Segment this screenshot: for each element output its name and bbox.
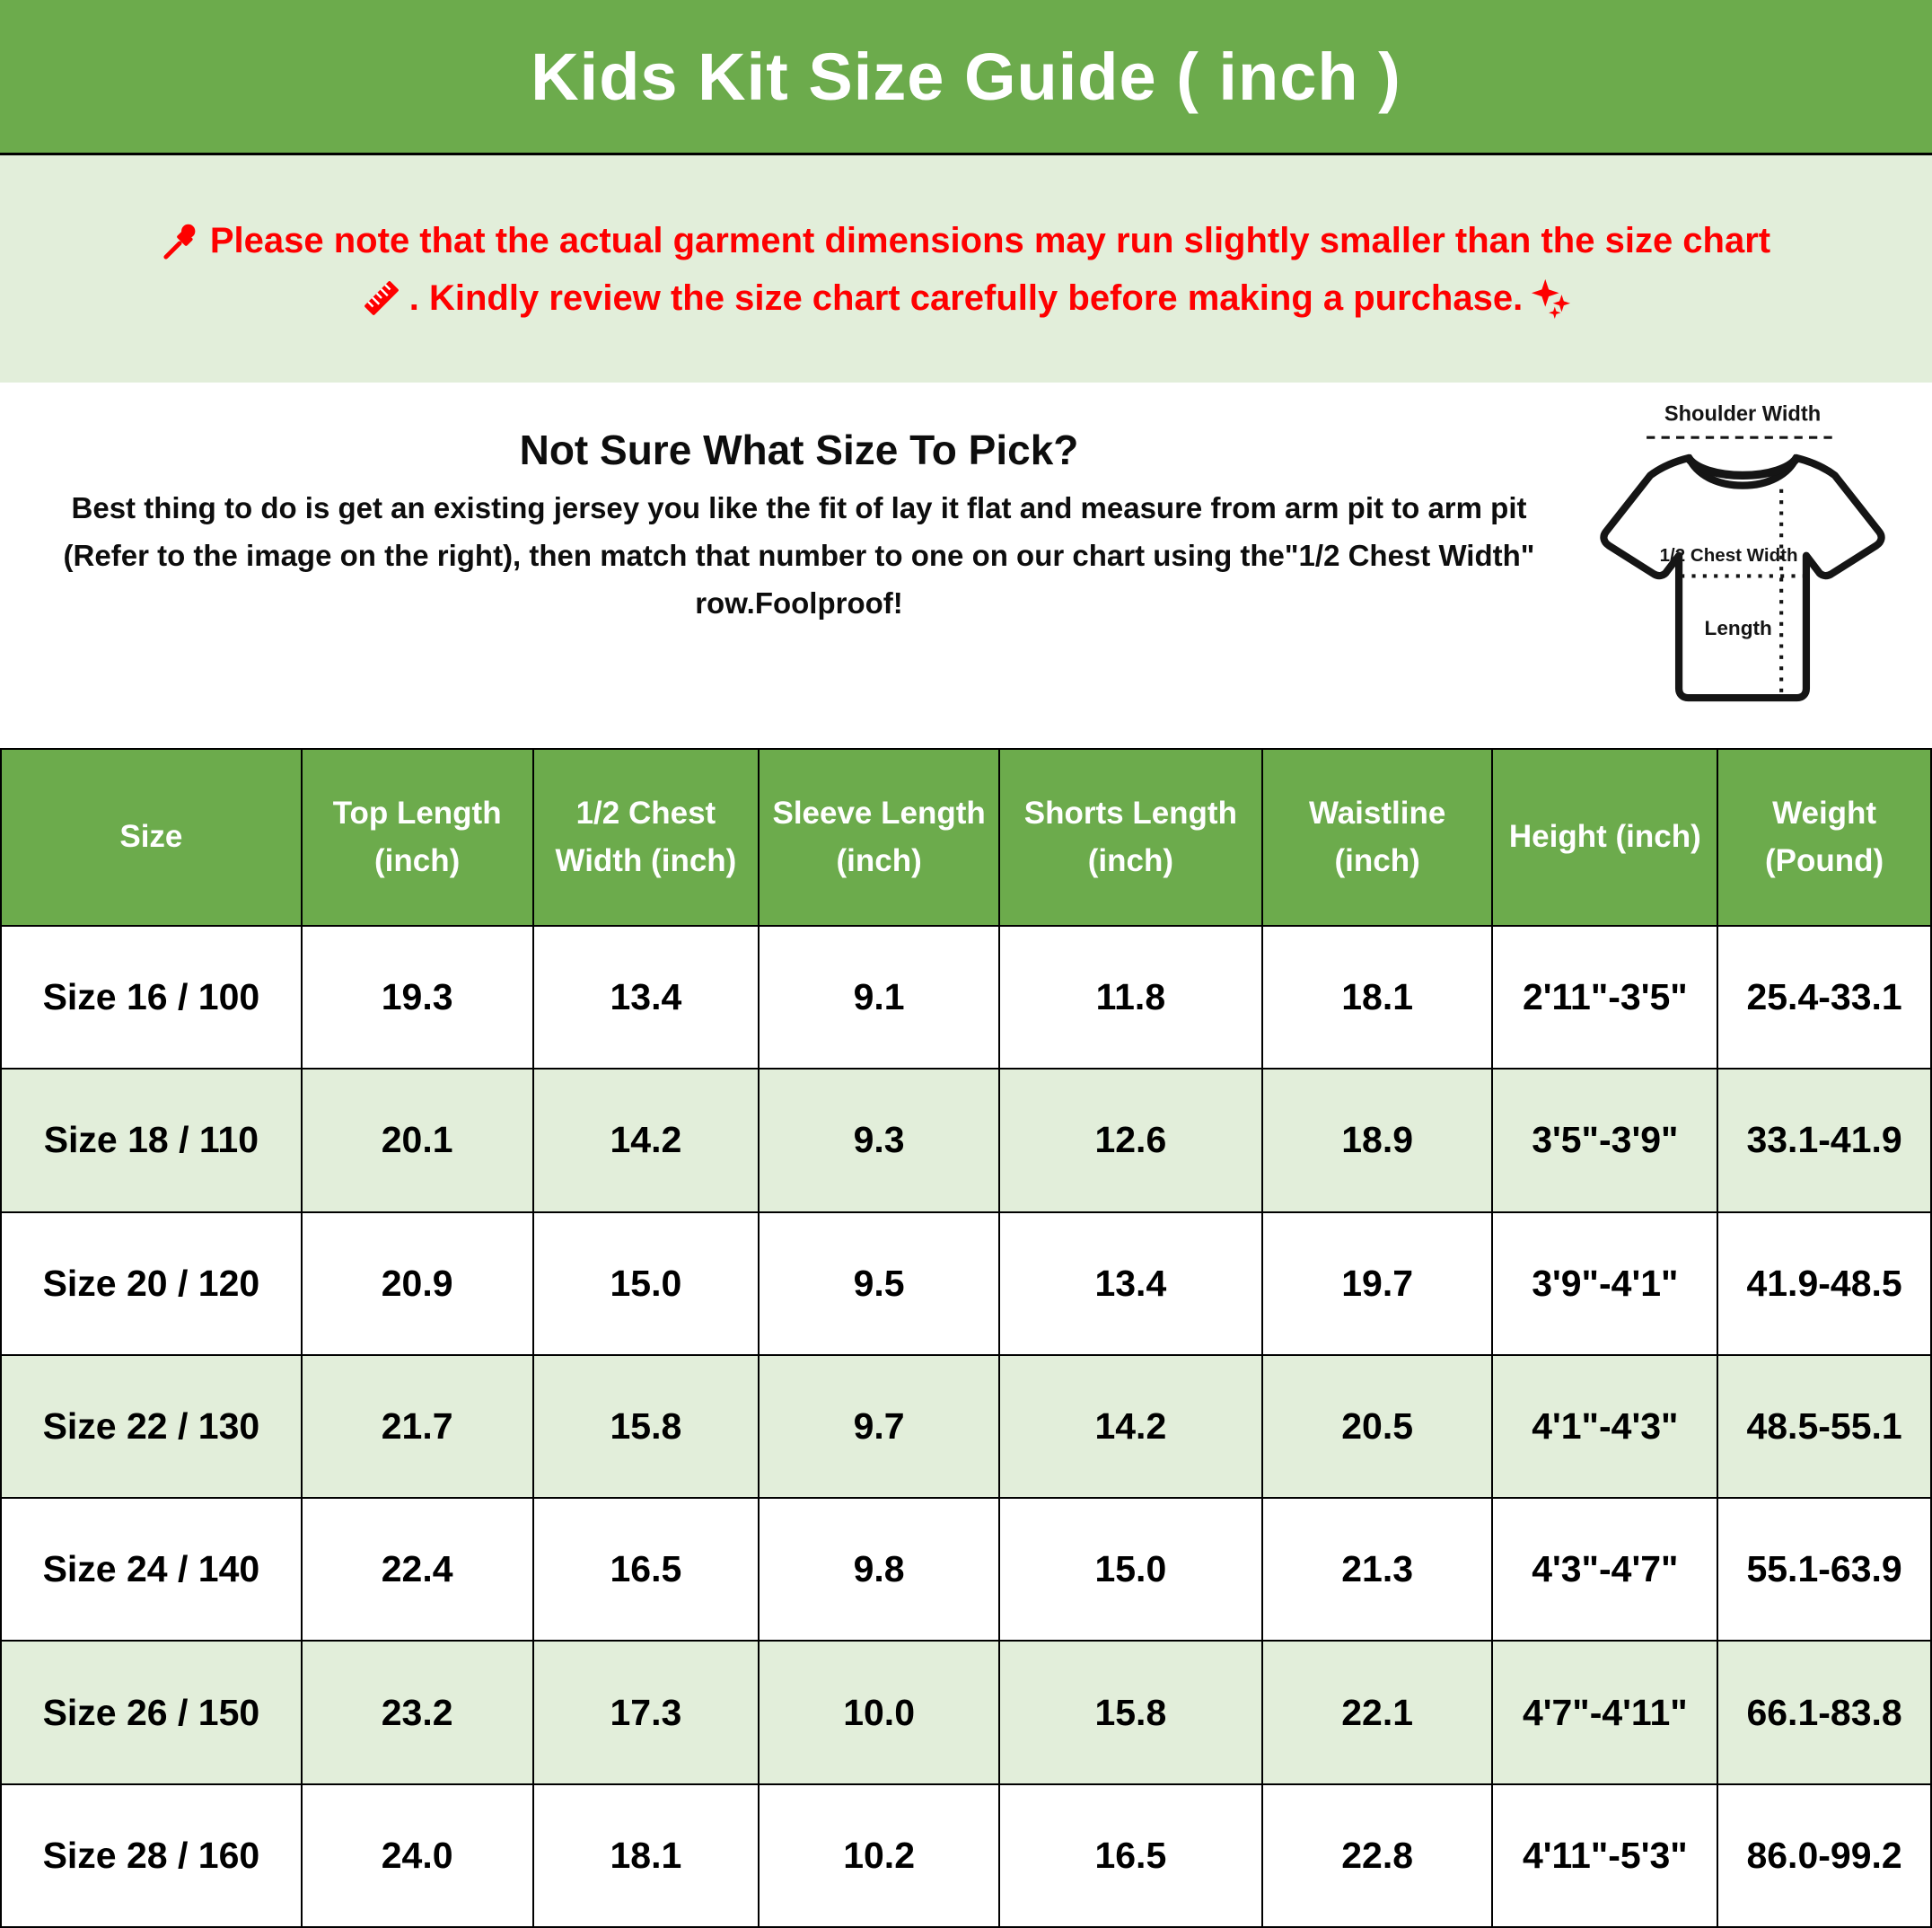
table-cell: 17.3 [533, 1641, 760, 1783]
advice-section [0, 383, 1932, 748]
column-header-waistline: Waistline (inch) [1262, 749, 1493, 926]
table-row [1, 1641, 1931, 1783]
table-cell: 13.4 [999, 1212, 1262, 1355]
pushpin-icon [162, 220, 203, 261]
table-cell: 11.8 [999, 926, 1262, 1069]
table-cell: 15.8 [533, 1355, 760, 1498]
length-label: Length [1704, 617, 1772, 640]
table-cell: 15.0 [533, 1212, 760, 1355]
table-cell: 10.0 [759, 1641, 999, 1783]
column-header-size: Size [1, 749, 302, 926]
table-cell: 20.1 [302, 1069, 533, 1211]
notice-line-2 [361, 277, 1571, 320]
column-header-height: Height (inch) [1492, 749, 1717, 926]
column-header-chest-width: 1/2 Chest Width (inch) [533, 749, 760, 926]
table-cell: 21.7 [302, 1355, 533, 1498]
table-cell: 22.4 [302, 1498, 533, 1641]
advice-heading: Not Sure What Size To Pick? [519, 427, 1079, 473]
size-cell: Size 22 / 130 [1, 1355, 302, 1498]
table-cell: 9.3 [759, 1069, 999, 1211]
table-cell: 24.0 [302, 1784, 533, 1927]
table-cell: 19.3 [302, 926, 533, 1069]
shoulder-width-label: Shoulder Width [1664, 402, 1822, 427]
column-header-top-length: Top Length (inch) [302, 749, 533, 926]
table-cell: 22.8 [1262, 1784, 1493, 1927]
table-cell: 86.0-99.2 [1717, 1784, 1931, 1927]
size-cell: Size 20 / 120 [1, 1212, 302, 1355]
table-row [1, 1212, 1931, 1355]
table-cell: 3'9"-4'1" [1492, 1212, 1717, 1355]
size-table [0, 748, 1932, 1928]
advice-text-block [0, 383, 1576, 748]
table-cell: 16.5 [533, 1498, 760, 1641]
notice-line-1-text: Please note that the actual garment dimensions may run slightly smaller than the size chart [209, 220, 1771, 260]
advice-body: Best thing to do is get an existing jersey you like the fit of lay it flat and measure from arm pit to arm pit (Refer to the image on the right), then match that number to one on our chart using the"1/2 Chest Width" row.Foolproof! [63, 491, 1535, 620]
table-cell: 9.8 [759, 1498, 999, 1641]
table-cell: 9.5 [759, 1212, 999, 1355]
ruler-icon [361, 277, 402, 319]
notice-line-2-text: . Kindly review the size chart carefully before making a purchase. [408, 277, 1524, 318]
table-cell: 41.9-48.5 [1717, 1212, 1931, 1355]
table-cell: 4'3"-4'7" [1492, 1498, 1717, 1641]
sparkles-icon [1530, 277, 1571, 319]
chest-width-label: 1/2 Chest Width [1659, 544, 1798, 566]
table-cell: 9.7 [759, 1355, 999, 1498]
table-cell: 13.4 [533, 926, 760, 1069]
table-cell: 15.8 [999, 1641, 1262, 1783]
table-cell: 12.6 [999, 1069, 1262, 1211]
table-row [1, 1784, 1931, 1927]
table-cell: 9.1 [759, 926, 999, 1069]
table-cell: 15.0 [999, 1498, 1262, 1641]
size-cell: Size 28 / 160 [1, 1784, 302, 1927]
table-cell: 14.2 [533, 1069, 760, 1211]
size-cell: Size 24 / 140 [1, 1498, 302, 1641]
table-cell: 2'11"-3'5" [1492, 926, 1717, 1069]
tshirt-outline [1603, 458, 1881, 698]
table-cell: 21.3 [1262, 1498, 1493, 1641]
table-cell: 23.2 [302, 1641, 533, 1783]
column-header-sleeve-length: Sleeve Length (inch) [759, 749, 999, 926]
table-cell: 3'5"-3'9" [1492, 1069, 1717, 1211]
table-cell: 19.7 [1262, 1212, 1493, 1355]
table-cell: 20.9 [302, 1212, 533, 1355]
size-cell: Size 18 / 110 [1, 1069, 302, 1211]
table-cell: 14.2 [999, 1355, 1262, 1498]
table-cell: 4'7"-4'11" [1492, 1641, 1717, 1783]
table-cell: 55.1-63.9 [1717, 1498, 1931, 1641]
table-row [1, 1069, 1931, 1211]
table-cell: 48.5-55.1 [1717, 1355, 1931, 1498]
table-cell: 4'11"-5'3" [1492, 1784, 1717, 1927]
size-cell: Size 26 / 150 [1, 1641, 302, 1783]
table-row [1, 1498, 1931, 1641]
table-cell: 16.5 [999, 1784, 1262, 1927]
table-cell: 66.1-83.8 [1717, 1641, 1931, 1783]
tshirt-measurement-diagram [1576, 383, 1932, 748]
table-cell: 18.1 [533, 1784, 760, 1927]
table-cell: 20.5 [1262, 1355, 1493, 1498]
table-cell: 18.9 [1262, 1069, 1493, 1211]
table-header-row [1, 749, 1931, 926]
table-cell: 33.1-41.9 [1717, 1069, 1931, 1211]
table-cell: 22.1 [1262, 1641, 1493, 1783]
table-cell: 18.1 [1262, 926, 1493, 1069]
column-header-shorts-length: Shorts Length (inch) [999, 749, 1262, 926]
title-bar [0, 0, 1932, 155]
table-cell: 25.4-33.1 [1717, 926, 1931, 1069]
table-row [1, 1355, 1931, 1498]
size-cell: Size 16 / 100 [1, 926, 302, 1069]
table-cell: 10.2 [759, 1784, 999, 1927]
table-row [1, 926, 1931, 1069]
page-title: Kids Kit Size Guide ( inch ) [531, 39, 1401, 114]
notice-section [0, 155, 1932, 383]
column-header-weight: Weight (Pound) [1717, 749, 1931, 926]
table-cell: 4'1"-4'3" [1492, 1355, 1717, 1498]
notice-line-1 [162, 219, 1770, 262]
